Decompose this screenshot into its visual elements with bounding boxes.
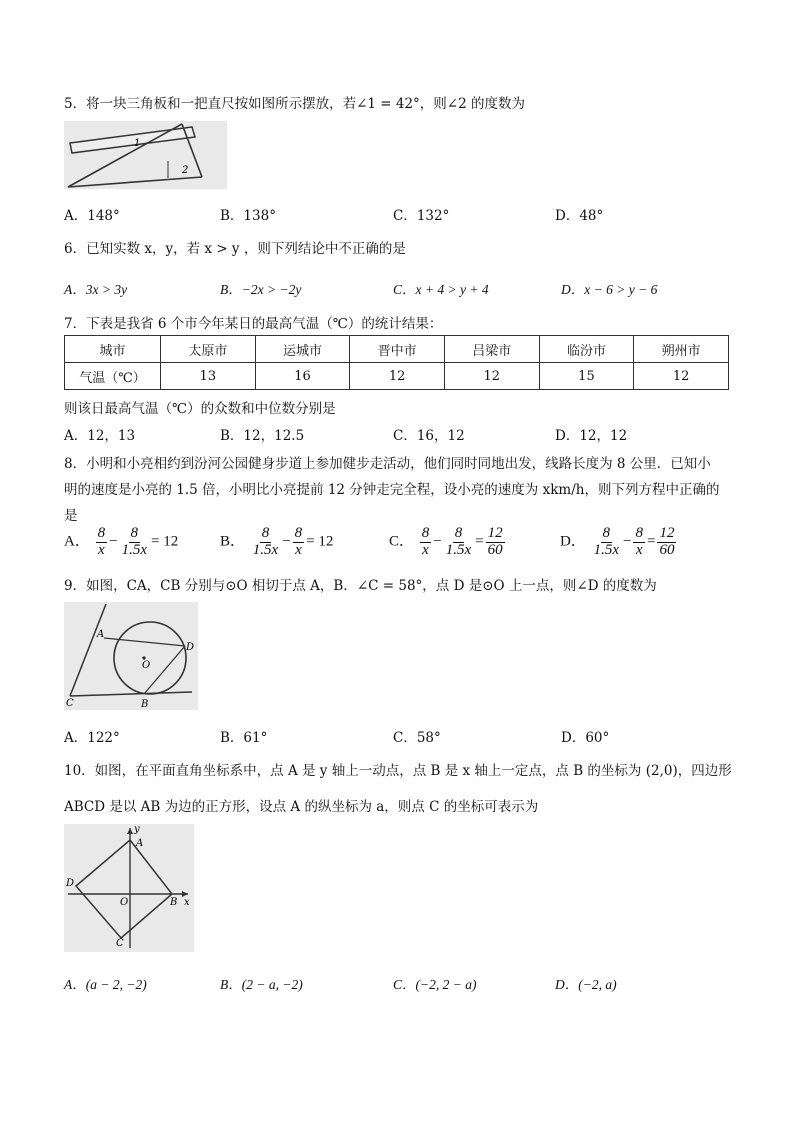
q9-text: 9．如图，CA，CB 分别与⊙O 相切于点 A，B．∠C = 58°，点 D 是⊙O 上一点，则∠D 的度数为 xyxy=(64,578,657,594)
numerator: 12 xyxy=(487,525,503,541)
numerator: 8 xyxy=(261,525,270,541)
q10-line-2: ABCD 是以 AB 为边的正方形，设点 A 的纵坐标为 a，则点 C 的坐标可表示为 xyxy=(64,799,539,815)
q9-option-a[interactable]: A．122° xyxy=(64,730,120,746)
q5-figure xyxy=(64,121,227,189)
option-label: B． xyxy=(220,533,246,550)
q5-angle-1-label: 1 xyxy=(134,138,141,149)
q6-option-a[interactable]: A．3x > 3y xyxy=(64,282,128,297)
table-header-cell: 吕梁市 xyxy=(444,336,539,363)
option-label: A． xyxy=(64,533,90,550)
denominator: 1.5x xyxy=(445,541,472,558)
rhs: = 12 xyxy=(150,533,179,550)
table-row-label: 气温（℃） xyxy=(65,363,161,390)
q7-question: 则该日最高气温（℃）的众数和中位数分别是 xyxy=(64,401,336,417)
rhs: = 12 xyxy=(306,533,334,550)
table-header-cell: 临汾市 xyxy=(539,336,634,363)
table-cell: 13 xyxy=(161,363,256,390)
point-d-label: D xyxy=(66,878,75,889)
table-cell: 12 xyxy=(444,363,539,390)
q8-line-2: 明的速度是小亮的 1.5 倍，小明比小亮提前 12 分钟走完全程，设小亮的速度为 xkm/h，则下列方程中正确的 xyxy=(64,482,720,498)
x-axis-label: x xyxy=(184,897,190,908)
numerator: 8 xyxy=(294,525,303,541)
table-header-cell: 太原市 xyxy=(161,336,256,363)
table-header-cell: 运城市 xyxy=(255,336,350,363)
temperature-table xyxy=(64,335,729,390)
table-header-cell: 城市 xyxy=(65,336,161,363)
option-label: D． xyxy=(560,533,586,550)
q8-line-1: 8．小明和小亮相约到汾河公园健身步道上参加健步走活动，他们同时同地出发，线路长度为 8 公里．已知小 xyxy=(64,456,711,472)
q10-option-b[interactable]: B．(2 − a, −2) xyxy=(220,977,303,992)
q5-option-c[interactable]: C．132° xyxy=(393,208,450,224)
denominator: 60 xyxy=(487,541,503,558)
q10-option-d[interactable]: D．(−2, a) xyxy=(555,977,617,992)
option-label: C． xyxy=(389,533,415,550)
numerator: 12 xyxy=(659,525,675,541)
q9-option-c[interactable]: C．58° xyxy=(393,730,441,746)
q7-option-a[interactable]: A．12，13 xyxy=(64,428,136,444)
point-c-label: C xyxy=(66,698,74,709)
q6-option-d[interactable]: D．x − 6 > y − 6 xyxy=(561,282,658,297)
table-cell: 12 xyxy=(350,363,445,390)
q6-option-c[interactable]: C．x + 4 > y + 4 xyxy=(393,282,489,297)
q8-option-b[interactable]: B． $\frac{8}{1.5x}$ − $\frac{8}{x}$ = 12 xyxy=(220,525,334,558)
q7-option-b[interactable]: B．12，12.5 xyxy=(220,428,305,444)
q9-option-b[interactable]: B．61° xyxy=(220,730,268,746)
origin-label: O xyxy=(120,897,129,908)
table-header-row xyxy=(65,336,729,363)
numerator: 8 xyxy=(97,525,106,541)
numerator: 8 xyxy=(421,525,430,541)
table-cell: 12 xyxy=(634,363,729,390)
q6-option-b[interactable]: B．−2x > −2y xyxy=(220,282,302,297)
denominator: x xyxy=(98,541,105,558)
q8-option-c[interactable]: C． $\frac{8}{x}$ − $\frac{8}{1.5x}$ = $\frac{12}{60}$ xyxy=(389,525,503,558)
table-row xyxy=(65,363,729,390)
point-a-label: A xyxy=(136,838,144,849)
point-b-label: B xyxy=(141,699,149,710)
q7-text: 7．下表是我省 6 个市今年某日的最高气温（℃）的统计结果： xyxy=(64,316,443,332)
point-d-label: D xyxy=(186,642,195,653)
point-a-label: A xyxy=(97,629,105,640)
numerator: 8 xyxy=(635,525,643,541)
q9-figure xyxy=(64,602,198,710)
table-header-cell: 晋中市 xyxy=(350,336,445,363)
denominator: x xyxy=(422,541,429,558)
numerator: 8 xyxy=(602,525,611,541)
numerator: 8 xyxy=(130,525,139,541)
q10-line-1: 10．如图，在平面直角坐标系中，点 A 是 y 轴上一动点，点 B 是 x 轴上一定点，点 B 的坐标为 (2,0)，四边形 xyxy=(64,763,732,779)
denominator: 1.5x xyxy=(252,541,279,558)
q5-text: 5．将一块三角板和一把直尺按如图所示摆放，若∠1 = 42°，则∠2 的度数为 xyxy=(64,96,526,112)
q10-figure xyxy=(64,824,194,952)
q6-text: 6．已知实数 x，y，若 x > y ，则下列结论中不正确的是 xyxy=(64,241,406,257)
denominator: x xyxy=(295,541,302,558)
q5-option-d[interactable]: D．48° xyxy=(555,208,604,224)
point-o-label: O xyxy=(142,660,151,671)
q5-option-b[interactable]: B．138° xyxy=(220,208,276,224)
point-c-label: C xyxy=(116,938,124,949)
point-b-label: B xyxy=(170,897,178,908)
q10-option-c[interactable]: C．(−2, 2 − a) xyxy=(393,977,477,992)
denominator: 60 xyxy=(659,541,675,558)
q5-option-a[interactable]: A．148° xyxy=(64,208,120,224)
q9-option-d[interactable]: D．60° xyxy=(561,730,610,746)
q7-option-d[interactable]: D．12，12 xyxy=(555,428,628,444)
q10-option-a[interactable]: A．(a − 2, −2) xyxy=(64,977,147,992)
table-header-cell: 朔州市 xyxy=(634,336,729,363)
table-cell: 16 xyxy=(255,363,350,390)
q8-line-3: 是 xyxy=(64,508,78,524)
q5-angle-2-label: 2 xyxy=(182,165,189,176)
q7-option-c[interactable]: C．16，12 xyxy=(393,428,465,444)
table-cell: 15 xyxy=(539,363,634,390)
denominator: x xyxy=(635,541,643,558)
y-axis-label: y xyxy=(134,824,140,835)
denominator: 1.5x xyxy=(593,541,620,558)
denominator: 1.5x xyxy=(121,541,147,558)
q8-option-d[interactable]: D． $\frac{8}{1.5x}$ − $\frac{8}{x}$ = $\frac{12}{60}$ xyxy=(560,525,675,558)
q8-option-a[interactable]: A． $\frac{8}{x}$ − $\frac{8}{1.5x}$ = 12 xyxy=(64,525,179,558)
numerator: 8 xyxy=(454,525,463,541)
